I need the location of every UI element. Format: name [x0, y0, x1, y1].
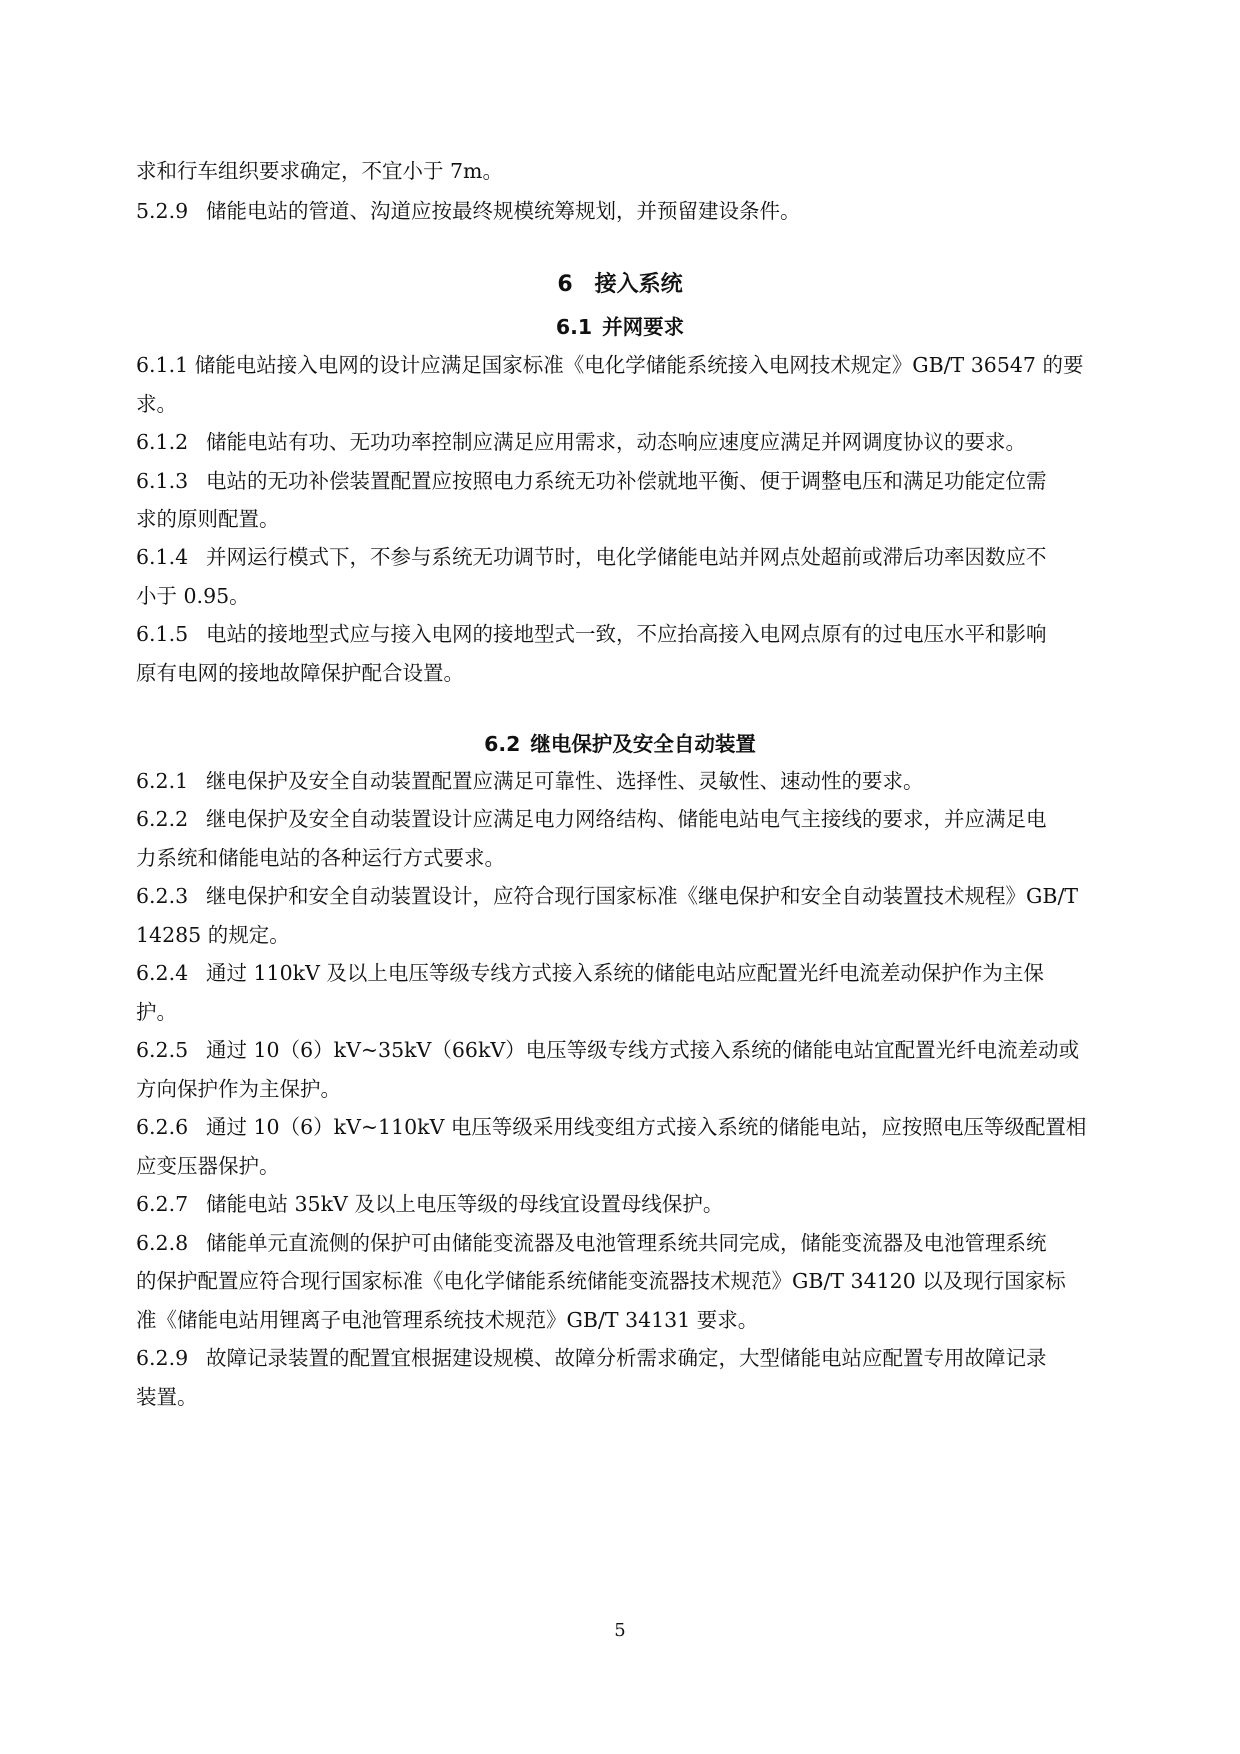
clause-6-2-9: 6.2.9 故障记录装置的配置宜根据建设规模、故障分析需求确定，大型储能电站应配置专用故障记录 — [136, 1343, 1106, 1373]
clause-number: 6.2.4 — [136, 961, 189, 985]
chapter-number: 6 — [557, 272, 573, 297]
clause-number: 5.2.9 — [136, 199, 189, 223]
clause-number: 6.1.2 — [136, 430, 189, 454]
clause-number: 6.2.7 — [136, 1192, 189, 1216]
clause-6-2-6: 6.2.6 通过 10（6）kV~110kV 电压等级采用线变组方式接入系统的储能电站，应按照电压等级配置相 — [136, 1112, 1106, 1142]
clause-6-1-3: 6.1.3 电站的无功补偿装置配置应按照电力系统无功补偿就地平衡、便于调整电压和满足功能定位需 — [136, 466, 1106, 496]
clause-number: 6.1.4 — [136, 545, 189, 569]
clause-6-1-2: 6.1.2 储能电站有功、无功功率控制应满足应用需求，动态响应速度应满足并网调度协议的要求。 — [136, 427, 1106, 457]
chapter-title: 接入系统 — [594, 272, 683, 297]
clause-6-2-7: 6.2.7 储能电站 35kV 及以上电压等级的母线宜设置母线保护。 — [136, 1189, 1106, 1219]
clause-number: 6.2.2 — [136, 807, 189, 831]
clause-6-2-4: 6.2.4 通过 110kV 及以上电压等级专线方式接入系统的储能电站应配置光纤电流差动保护作为主保 — [136, 958, 1106, 988]
chapter-6-heading — [0, 269, 1240, 301]
clause-6-1-4: 6.1.4 并网运行模式下，不参与系统无功调节时，电化学储能电站并网点处超前或滞后功率因数应不 — [136, 542, 1106, 572]
clause-6-1-1: 6.1.1 储能电站接入电网的设计应满足国家标准《电化学储能系统接入电网技术规定》GB/T 36547 的要 — [136, 350, 1106, 380]
clause-6-2-3: 6.2.3 继电保护和安全自动装置设计，应符合现行国家标准《继电保护和安全自动装置技术规程》GB/T — [136, 881, 1106, 911]
clause-number: 6.1.1 — [136, 353, 189, 377]
section-number: 6.2 — [484, 732, 521, 756]
clause-6-2-1: 6.2.1 继电保护及安全自动装置配置应满足可靠性、选择性、灵敏性、速动性的要求。 — [136, 766, 1106, 796]
clause-number: 6.2.3 — [136, 884, 189, 908]
clause-number: 6.2.8 — [136, 1231, 189, 1255]
clause-number: 6.2.6 — [136, 1115, 189, 1139]
section-6-1-heading — [0, 312, 1240, 342]
clause-number: 6.1.5 — [136, 622, 189, 646]
clause-6-1-5-cont: 原有电网的接地故障保护配合设置。 — [136, 661, 464, 685]
clause-6-1-3-cont: 求的原则配置。 — [136, 507, 280, 531]
clause-number: 6.2.1 — [136, 769, 189, 793]
clause-number: 6.2.9 — [136, 1346, 189, 1370]
clause-6-2-5-cont: 方向保护作为主保护。 — [136, 1077, 341, 1101]
clause-number: 6.2.5 — [136, 1038, 189, 1062]
section-title: 继电保护及安全自动装置 — [530, 732, 756, 756]
clause-6-2-2-cont: 力系统和储能电站的各种运行方式要求。 — [136, 846, 505, 870]
clause-6-2-6-cont: 应变压器保护。 — [136, 1154, 280, 1178]
clause-6-1-4-cont: 小于 0.95。 — [136, 584, 250, 608]
clause-6-2-9-cont: 装置。 — [136, 1385, 198, 1409]
clause-6-2-8-cont2: 准《储能电站用锂离子电池管理系统技术规范》GB/T 34131 要求。 — [136, 1308, 759, 1332]
clause-6-2-4-cont: 护。 — [136, 1000, 177, 1024]
clause-6-2-8: 6.2.8 储能单元直流侧的保护可由储能变流器及电池管理系统共同完成，储能变流器及电池管理系统 — [136, 1228, 1106, 1258]
intro-line: 求和行车组织要求确定，不宜小于 7m。 — [136, 159, 503, 183]
clause-5-2-9: 5.2.9 储能电站的管道、沟道应按最终规模统筹规划，并预留建设条件。 — [136, 196, 1106, 226]
clause-6-1-1-cont: 求。 — [136, 392, 177, 416]
page-number: 5 — [614, 1620, 626, 1641]
clause-6-1-5: 6.1.5 电站的接地型式应与接入电网的接地型式一致，不应抬高接入电网点原有的过电压水平和影响 — [136, 619, 1106, 649]
clause-number: 6.1.3 — [136, 469, 189, 493]
clause-6-2-5: 6.2.5 通过 10（6）kV~35kV（66kV）电压等级专线方式接入系统的储能电站宜配置光纤电流差动或 — [136, 1035, 1106, 1065]
section-6-2-heading — [0, 729, 1240, 759]
clause-6-2-8-cont: 的保护配置应符合现行国家标准《电化学储能系统储能变流器技术规范》GB/T 34120 以及现行国家标 — [136, 1269, 1066, 1293]
clause-6-2-2: 6.2.2 继电保护及安全自动装置设计应满足电力网络结构、储能电站电气主接线的要求，并应满足电 — [136, 804, 1106, 834]
section-title: 并网要求 — [602, 315, 685, 339]
section-number: 6.1 — [555, 315, 593, 339]
clause-6-2-3-cont: 14285 的规定。 — [136, 923, 290, 947]
